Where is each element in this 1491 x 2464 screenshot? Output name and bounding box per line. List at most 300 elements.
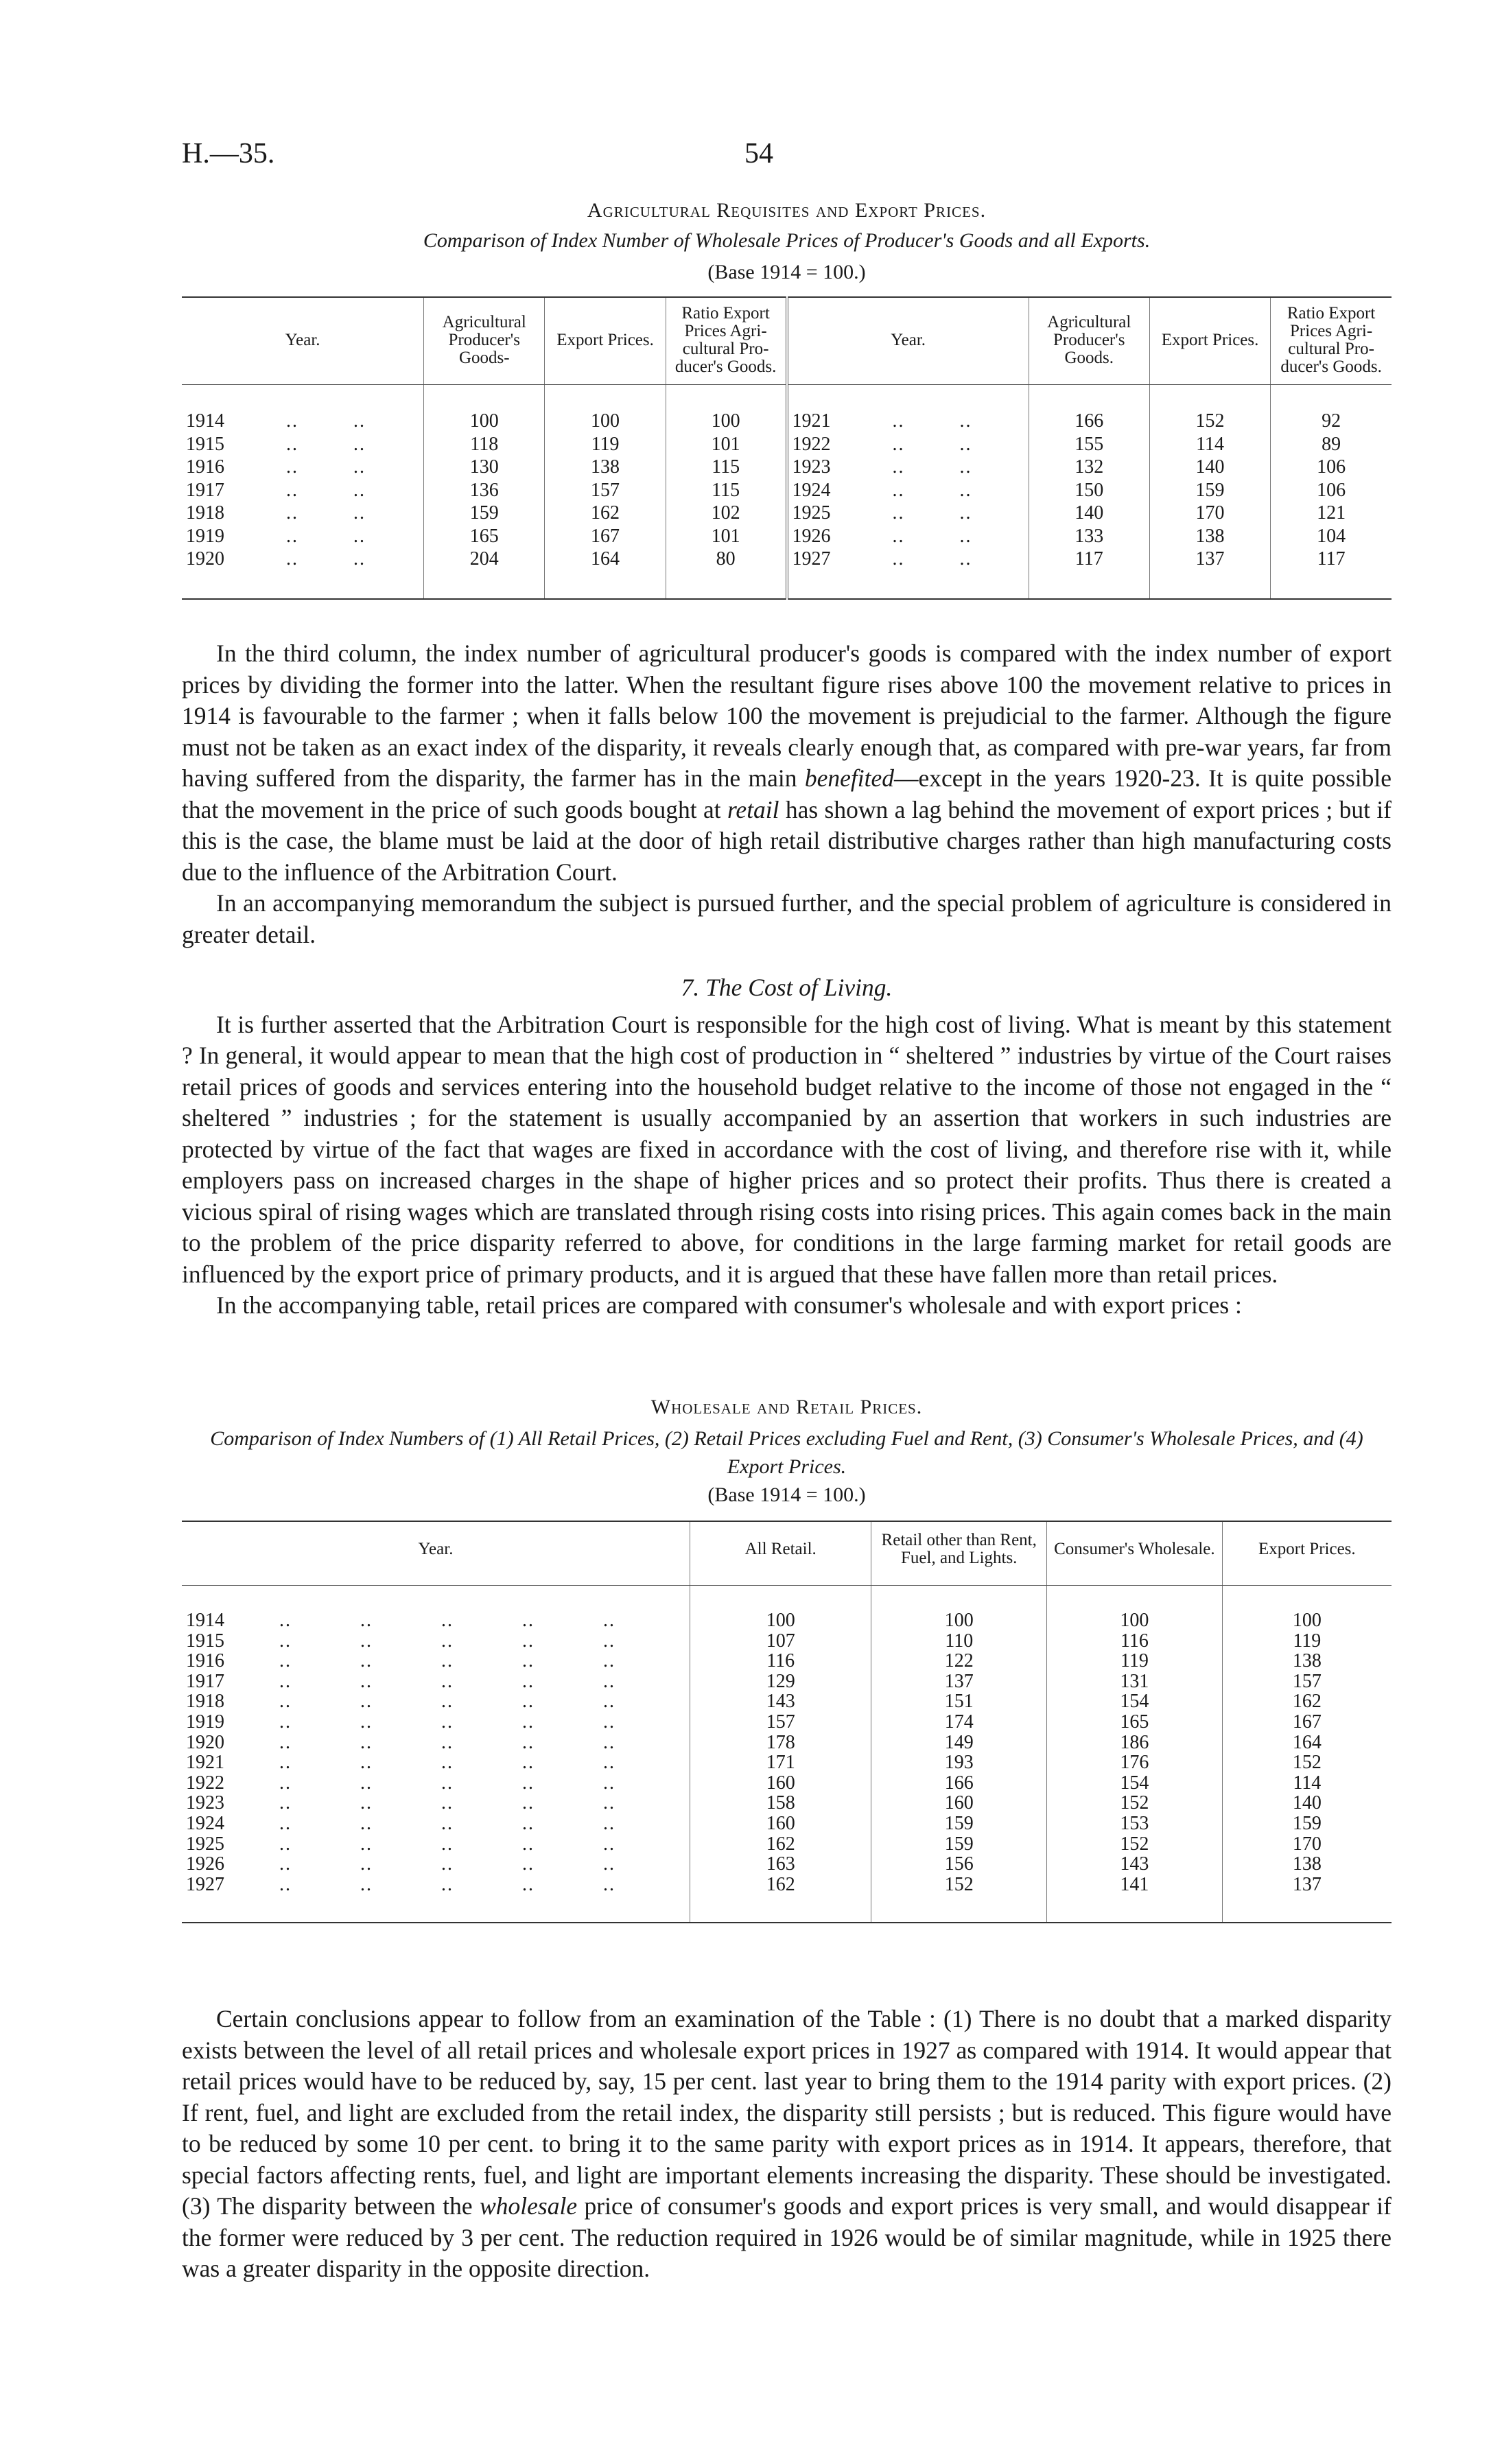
year: 1914 [186, 1610, 224, 1631]
leader-dots: .. [286, 548, 298, 570]
leader-dots: .. [279, 1630, 292, 1652]
leader-dots: .. [279, 1873, 292, 1895]
leader-dots: .. [959, 548, 972, 570]
value-cell: 150 [1029, 479, 1149, 502]
leader-dots: .. [360, 1610, 373, 1631]
table-row [182, 1875, 1392, 1895]
year-cell [182, 1752, 690, 1773]
leader-dots: .. [522, 1833, 535, 1855]
leader-dots: .. [279, 1812, 292, 1834]
value-cell: 117 [1271, 548, 1392, 571]
column-header: Agricultural Producer's Goods- [424, 297, 545, 385]
table-row [182, 1793, 1392, 1814]
text: Certain conclusions appear to follow from an examination of the Table : (1) There is no doubt that a marked disparity exists between the level of all retail prices and wholesale export prices in 1927 as compared with 1914. It would appear that retail prices would have to be reduced by, say, 15 per cent. last year to bring them to the 1914 parity with export prices. (2) If rent, fuel, and light are excluded from the retail index, the disparity still persists ; but is reduced. This figure would have to be reduced by some 10 per cent. to bring it to the same parity with export prices as in 1914. It appears, therefore, that special factors affecting rents, fuel, and light are important elements increasing the disparity. These should be investigated. (3) The disparity between the [182, 2005, 1392, 2220]
value-cell: 155 [1029, 433, 1149, 456]
value-cell: 115 [666, 479, 786, 502]
paragraph-cost-of-living: It is further asserted that the Arbitration Court is responsible for the high cost of living. What is meant by this statement ? In general, it would appear to mean that the high cost of production in “ sheltered ” industries by virtue of the Court raises retail prices of goods and services entering into the household budget relative to the income of those not engaged in the “ sheltered ” industries ; for the statement is usually accompanied by an assertion that workers in such industries are protected by virtue of the fact that wages are fixed in accordance with the cost of living, and therefore rise with it, while employers pass on increased charges in the shape of higher prices and so protect their profits. Thus there is created a vicious spiral of rising wages which are translated through rising costs into rising prices. This again comes back in the main to the problem of the price disparity referred to above, for conditions in the large farming market for retail goods are influenced by the export price of primary products, and it is argued that these have fallen more than retail prices. [182, 1010, 1392, 1288]
leader-dots: .. [360, 1630, 373, 1652]
value-cell: 164 [1222, 1733, 1392, 1753]
leader-dots: .. [353, 433, 366, 455]
column-header: Export Prices. [1149, 297, 1270, 385]
body-text-2 [182, 2004, 1392, 2285]
value-cell: 152 [1149, 410, 1270, 433]
table2-subtitle: Comparison of Index Numbers of (1) All Retail Prices, (2) Retail Prices excluding Fuel and Rent, (3) Consumer's Wholesale Prices, and (4) Export Prices. [210, 1427, 1363, 1478]
column-header: Year. [182, 297, 424, 385]
leader-dots: .. [603, 1812, 615, 1834]
leader-dots: .. [286, 479, 298, 501]
emphasis: retail [727, 795, 779, 823]
value-cell: 160 [690, 1773, 871, 1794]
value-cell: 154 [1047, 1691, 1223, 1712]
value-cell: 101 [666, 525, 786, 548]
value-cell: 115 [666, 456, 786, 479]
value-cell: 178 [690, 1733, 871, 1753]
section-heading: 7. The Cost of Living. [681, 974, 893, 1001]
leader-dots: .. [959, 410, 972, 432]
column-header: Ratio Export Prices Agri-cultural Pro-ducer's Goods. [1271, 297, 1392, 385]
value-cell: 132 [1029, 456, 1149, 479]
leader-dots: .. [441, 1670, 454, 1692]
year-cell [182, 433, 424, 456]
leader-dots: .. [360, 1650, 373, 1672]
wholesale-retail-table [182, 1521, 1392, 1923]
value-cell: 186 [1047, 1733, 1223, 1753]
leader-dots: .. [959, 502, 972, 524]
value-cell: 133 [1029, 525, 1149, 548]
leader-dots: .. [353, 456, 366, 478]
value-cell: 89 [1271, 433, 1392, 456]
leader-dots: .. [353, 502, 366, 524]
leader-dots: .. [441, 1711, 454, 1733]
value-cell: 92 [1271, 410, 1392, 433]
leader-dots: .. [441, 1752, 454, 1774]
value-cell: 137 [1149, 548, 1270, 571]
value-cell: 100 [666, 410, 786, 433]
table-row [182, 410, 1392, 433]
value-cell: 119 [1222, 1631, 1392, 1652]
value-cell: 116 [1047, 1631, 1223, 1652]
leader-dots: .. [360, 1711, 373, 1733]
leader-dots: .. [441, 1610, 454, 1631]
leader-dots: .. [279, 1650, 292, 1672]
value-cell: 193 [871, 1752, 1047, 1773]
value-cell: 138 [1222, 1854, 1392, 1875]
table-row [182, 1610, 1392, 1631]
column-header: Year. [182, 1521, 690, 1586]
value-cell: 167 [1222, 1712, 1392, 1733]
leader-dots: .. [279, 1670, 292, 1692]
year-cell [182, 1651, 690, 1671]
leader-dots: .. [603, 1610, 615, 1631]
leader-dots: .. [360, 1812, 373, 1834]
year: 1920 [186, 548, 224, 570]
value-cell: 117 [1029, 548, 1149, 571]
year: 1923 [186, 1792, 224, 1814]
leader-dots: .. [353, 479, 366, 501]
year: 1924 [792, 479, 831, 501]
emphasis: wholesale [480, 2192, 578, 2220]
year: 1917 [186, 479, 224, 501]
table-row [182, 1712, 1392, 1733]
year-cell [182, 1691, 690, 1712]
paragraph-memorandum: In an accompanying memorandum the subject is pursued further, and the special problem of agriculture is considered in greater detail. [182, 889, 1392, 948]
value-cell: 165 [1047, 1712, 1223, 1733]
value-cell: 100 [424, 410, 545, 433]
year-cell [182, 410, 424, 433]
leader-dots: .. [441, 1630, 454, 1652]
column-header: Consumer's Wholesale. [1047, 1521, 1223, 1586]
value-cell: 156 [871, 1854, 1047, 1875]
value-cell: 162 [690, 1834, 871, 1855]
table-row [182, 1691, 1392, 1712]
table-row [182, 479, 1392, 502]
value-cell: 152 [1047, 1834, 1223, 1855]
year-cell [182, 1875, 690, 1895]
leader-dots: .. [441, 1792, 454, 1814]
year-cell [787, 456, 1029, 479]
leader-dots: .. [279, 1691, 292, 1713]
column-header: All Retail. [690, 1521, 871, 1586]
value-cell: 107 [690, 1631, 871, 1652]
year-cell [787, 502, 1029, 525]
leader-dots: .. [603, 1853, 615, 1875]
year: 1921 [792, 410, 831, 432]
value-cell: 104 [1271, 525, 1392, 548]
paragraph-conclusions [182, 2004, 1392, 2285]
leader-dots: .. [892, 502, 905, 524]
leader-dots: .. [441, 1691, 454, 1713]
leader-dots: .. [603, 1650, 615, 1672]
leader-dots: .. [279, 1752, 292, 1774]
value-cell: 159 [1149, 479, 1270, 502]
value-cell: 118 [424, 433, 545, 456]
leader-dots: .. [441, 1812, 454, 1834]
text: has shown a lag behind the movement of export prices ; but if this is the case, the blame must be laid at the door of high retail distributive charges rather than high manufacturing costs due to the influence of the Arbitration Court. [182, 795, 1392, 886]
value-cell: 152 [1222, 1752, 1392, 1773]
value-cell: 138 [545, 456, 666, 479]
leader-dots: .. [360, 1853, 373, 1875]
year-cell [182, 1773, 690, 1794]
value-cell: 164 [545, 548, 666, 571]
leader-dots: .. [522, 1752, 535, 1774]
leader-dots: .. [522, 1853, 535, 1875]
value-cell: 157 [690, 1712, 871, 1733]
leader-dots: .. [892, 479, 905, 501]
leader-dots: .. [603, 1711, 615, 1733]
table-row [182, 1814, 1392, 1834]
year-cell [182, 525, 424, 548]
value-cell: 100 [871, 1610, 1047, 1631]
leader-dots: .. [522, 1670, 535, 1692]
year-cell [182, 1631, 690, 1652]
leader-dots: .. [892, 525, 905, 547]
value-cell: 176 [1047, 1752, 1223, 1773]
leader-dots: .. [892, 433, 905, 455]
leader-dots: .. [279, 1772, 292, 1794]
value-cell: 136 [424, 479, 545, 502]
table2-title: Wholesale and Retail Prices. [650, 1396, 923, 1418]
value-cell: 159 [424, 502, 545, 525]
table-row [182, 1854, 1392, 1875]
year: 1921 [186, 1752, 224, 1774]
leader-dots: .. [279, 1853, 292, 1875]
value-cell: 154 [1047, 1773, 1223, 1794]
value-cell: 165 [424, 525, 545, 548]
text: In the third column, the index number of agricultural producer's goods is compared with the index number of export prices by dividing the former into the latter. When the resultant figure rises above 100 the movement relative to prices in 1914 is favourable to the farmer ; when it falls below 100 the movement is prejudicial to the farmer. Although the figure must not be taken as an exact index of the disparity, it reveals clearly enough that, as compared with pre-war years, far from having suffered from the disparity, the farmer has in the main [182, 640, 1392, 792]
table2-base: (Base 1914 = 100.) [707, 1483, 866, 1506]
page-number: 54 [744, 138, 773, 169]
value-cell: 100 [690, 1610, 871, 1631]
value-cell: 102 [666, 502, 786, 525]
table-row [182, 1651, 1392, 1671]
value-cell: 153 [1047, 1814, 1223, 1834]
value-cell: 171 [690, 1752, 871, 1773]
leader-dots: .. [286, 433, 298, 455]
value-cell: 110 [871, 1631, 1047, 1652]
year: 1922 [186, 1772, 224, 1794]
leader-dots: .. [279, 1833, 292, 1855]
value-cell: 149 [871, 1733, 1047, 1753]
value-cell: 163 [690, 1854, 871, 1875]
year-cell [182, 456, 424, 479]
value-cell: 141 [1047, 1875, 1223, 1895]
value-cell: 80 [666, 548, 786, 571]
leader-dots: .. [603, 1731, 615, 1753]
leader-dots: .. [603, 1691, 615, 1713]
leader-dots: .. [522, 1691, 535, 1713]
table-row [182, 1834, 1392, 1855]
table-row [182, 1671, 1392, 1692]
value-cell: 143 [690, 1691, 871, 1712]
leader-dots: .. [360, 1731, 373, 1753]
year-cell [182, 1610, 690, 1631]
leader-dots: .. [360, 1833, 373, 1855]
table-row [182, 1752, 1392, 1773]
year: 1916 [186, 456, 224, 478]
year-cell [182, 479, 424, 502]
leader-dots: .. [441, 1650, 454, 1672]
year: 1927 [186, 1873, 224, 1895]
value-cell: 143 [1047, 1854, 1223, 1875]
leader-dots: .. [279, 1792, 292, 1814]
year-cell [182, 1834, 690, 1855]
leader-dots: .. [603, 1792, 615, 1814]
value-cell: 140 [1149, 456, 1270, 479]
text: price of consumer's goods and export prices is very small, and would disappear if the former were reduced by 3 per cent. The reduction required in 1926 would be of similar magnitude, while in 1925 there was a greater disparity in the opposite direction. [182, 2192, 1392, 2282]
column-header: Retail other than Rent, Fuel, and Lights. [871, 1521, 1047, 1586]
value-cell: 140 [1029, 502, 1149, 525]
leader-dots: .. [959, 456, 972, 478]
leader-dots: .. [959, 433, 972, 455]
year-cell [787, 548, 1029, 571]
year-cell [182, 548, 424, 571]
value-cell: 137 [871, 1671, 1047, 1692]
leader-dots: .. [603, 1772, 615, 1794]
value-cell: 119 [1047, 1651, 1223, 1671]
table-row [182, 433, 1392, 456]
year: 1916 [186, 1650, 224, 1672]
column-header: Export Prices. [545, 297, 666, 385]
leader-dots: .. [360, 1752, 373, 1774]
value-cell: 167 [545, 525, 666, 548]
value-cell: 131 [1047, 1671, 1223, 1692]
leader-dots: .. [522, 1772, 535, 1794]
year-cell [787, 479, 1029, 502]
leader-dots: .. [360, 1792, 373, 1814]
report-code: H.—35. [182, 138, 275, 169]
table1-subtitle: Comparison of Index Number of Wholesale Prices of Producer's Goods and all Exports. [423, 229, 1151, 252]
column-header: Agricultural Producer's Goods. [1029, 297, 1149, 385]
column-header: Export Prices. [1222, 1521, 1392, 1586]
table-row [182, 1773, 1392, 1794]
leader-dots: .. [441, 1853, 454, 1875]
leader-dots: .. [522, 1650, 535, 1672]
leader-dots: .. [441, 1772, 454, 1794]
leader-dots: .. [286, 456, 298, 478]
year: 1919 [186, 525, 224, 547]
leader-dots: .. [360, 1670, 373, 1692]
year-cell [787, 433, 1029, 456]
year-cell [182, 1854, 690, 1875]
leader-dots: .. [603, 1833, 615, 1855]
paragraph-disparity [182, 638, 1392, 888]
leader-dots: .. [603, 1873, 615, 1895]
year-cell [182, 502, 424, 525]
year: 1927 [792, 548, 831, 570]
table1-title: Agricultural Requisites and Export Prices. [587, 199, 987, 222]
leader-dots: .. [360, 1691, 373, 1713]
value-cell: 106 [1271, 456, 1392, 479]
value-cell: 152 [871, 1875, 1047, 1895]
value-cell: 100 [545, 410, 666, 433]
year: 1918 [186, 1691, 224, 1713]
value-cell: 162 [1222, 1691, 1392, 1712]
value-cell: 129 [690, 1671, 871, 1692]
year: 1914 [186, 410, 224, 432]
table-row [182, 525, 1392, 548]
value-cell: 101 [666, 433, 786, 456]
value-cell: 157 [1222, 1671, 1392, 1692]
leader-dots: .. [959, 479, 972, 501]
leader-dots: .. [353, 410, 366, 432]
table-row [182, 1733, 1392, 1753]
value-cell: 160 [690, 1814, 871, 1834]
emphasis: benefited [804, 764, 895, 792]
value-cell: 166 [871, 1773, 1047, 1794]
table-row [182, 502, 1392, 525]
year: 1915 [186, 1630, 224, 1652]
leader-dots: .. [892, 410, 905, 432]
leader-dots: .. [892, 548, 905, 570]
leader-dots: .. [522, 1873, 535, 1895]
value-cell: 204 [424, 548, 545, 571]
value-cell: 157 [545, 479, 666, 502]
leader-dots: .. [522, 1731, 535, 1753]
leader-dots: .. [286, 525, 298, 547]
leader-dots: .. [892, 456, 905, 478]
leader-dots: .. [959, 525, 972, 547]
year-cell [182, 1814, 690, 1834]
leader-dots: .. [603, 1670, 615, 1692]
year-cell [787, 525, 1029, 548]
value-cell: 170 [1149, 502, 1270, 525]
value-cell: 159 [1222, 1814, 1392, 1834]
value-cell: 138 [1149, 525, 1270, 548]
value-cell: 119 [545, 433, 666, 456]
value-cell: 158 [690, 1793, 871, 1814]
year: 1923 [792, 456, 831, 478]
year-cell [182, 1671, 690, 1692]
year: 1922 [792, 433, 831, 455]
value-cell: 116 [690, 1651, 871, 1671]
value-cell: 100 [1047, 1610, 1223, 1631]
year: 1924 [186, 1812, 224, 1834]
leader-dots: .. [353, 548, 366, 570]
table-row [182, 456, 1392, 479]
value-cell: 122 [871, 1651, 1047, 1671]
year: 1919 [186, 1711, 224, 1733]
value-cell: 121 [1271, 502, 1392, 525]
value-cell: 159 [871, 1834, 1047, 1855]
leader-dots: .. [522, 1630, 535, 1652]
value-cell: 170 [1222, 1834, 1392, 1855]
body-text-1 [182, 638, 1392, 1322]
leader-dots: .. [522, 1711, 535, 1733]
value-cell: 162 [690, 1875, 871, 1895]
leader-dots: .. [522, 1610, 535, 1631]
value-cell: 159 [871, 1814, 1047, 1834]
value-cell: 100 [1222, 1610, 1392, 1631]
leader-dots: .. [279, 1610, 292, 1631]
value-cell: 140 [1222, 1793, 1392, 1814]
leader-dots: .. [522, 1792, 535, 1814]
table1-base: (Base 1914 = 100.) [707, 261, 866, 283]
value-cell: 166 [1029, 410, 1149, 433]
year-cell [182, 1793, 690, 1814]
leader-dots: .. [286, 502, 298, 524]
year-cell [787, 410, 1029, 433]
year: 1920 [186, 1731, 224, 1753]
value-cell: 162 [545, 502, 666, 525]
value-cell: 114 [1222, 1773, 1392, 1794]
year: 1918 [186, 502, 224, 524]
year-cell [182, 1712, 690, 1733]
year: 1915 [186, 433, 224, 455]
year: 1925 [186, 1833, 224, 1855]
value-cell: 152 [1047, 1793, 1223, 1814]
value-cell: 160 [871, 1793, 1047, 1814]
value-cell: 151 [871, 1691, 1047, 1712]
value-cell: 130 [424, 456, 545, 479]
value-cell: 138 [1222, 1651, 1392, 1671]
leader-dots: .. [353, 525, 366, 547]
leader-dots: .. [441, 1731, 454, 1753]
leader-dots: .. [360, 1873, 373, 1895]
leader-dots: .. [279, 1711, 292, 1733]
value-cell: 114 [1149, 433, 1270, 456]
table-row [182, 1631, 1392, 1652]
leader-dots: .. [441, 1873, 454, 1895]
column-header: Ratio Export Prices Agri-cultural Pro-ducer's Goods. [666, 297, 786, 385]
year: 1926 [186, 1853, 224, 1875]
leader-dots: .. [360, 1772, 373, 1794]
paragraph-accompanying-table: In the accompanying table, retail prices are compared with consumer's wholesale and with export prices : [216, 1291, 1242, 1319]
leader-dots: .. [441, 1833, 454, 1855]
leader-dots: .. [522, 1812, 535, 1834]
value-cell: 174 [871, 1712, 1047, 1733]
table-row [182, 548, 1392, 571]
leader-dots: .. [603, 1630, 615, 1652]
